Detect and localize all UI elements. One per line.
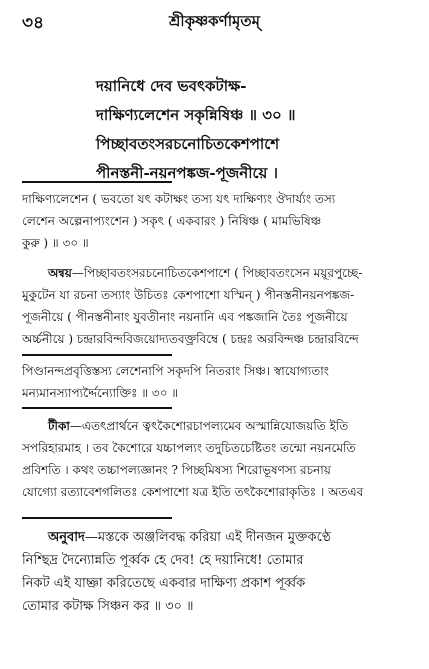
verse-line: পিচ্ছাবতংসরচনোচিতকেশপাশে (96, 135, 280, 153)
anuvad-first-line (22, 526, 414, 549)
text-line: মুকুটেন যা রচনা তস্যাং উচিতঃ কেশপাশো যস্মিন্ ) পীনস্তনীনয়নপঙ্কজ- (22, 288, 355, 302)
section-divider (22, 354, 172, 356)
verse-block (96, 72, 416, 188)
commentary-continuation (22, 360, 414, 404)
tika-label: টীকা (48, 419, 70, 433)
verse-line: দাক্ষিণ্যলেশেন সকৃন্নিষিঞ্চ ॥ ৩০ ॥ (96, 106, 296, 124)
text-line: সপরিহারমাহ । তব কৈশোরে যচ্চাপল্যং তদুচিতচেষ্টিতং তন্মো নয়নমেতি (22, 441, 356, 455)
tika-first-line (22, 415, 414, 437)
text-line: যোগ্যো রত্যাবেশগলিতঃ কেশপাশো যত্র ইতি তৎকৈশোরাকৃতিঃ । অতএব (22, 485, 364, 499)
anvaya-first-text: —পিচ্ছাবতংসরচনোচিতকেশপাশে ( পিচ্ছাবতংসেন ময়ূরপুচ্ছে- (71, 266, 363, 280)
text-line: তোমার কটাক্ষ সিঞ্চন কর ॥ ৩০ ॥ (22, 599, 194, 614)
anuvad-label: অনুবাদ (48, 530, 85, 545)
section-divider (22, 517, 172, 519)
tika-section (22, 415, 414, 503)
anvaya-label: অন্বয় (48, 266, 72, 280)
running-header-title: শ্রীকৃষ্ণকর্ণামৃতম্ (169, 12, 260, 30)
text-line: পূজনীয়ে ( পীনস্তনীনাং যুবতীনাং নয়নানি এব পঙ্কজানি তৈঃ পূজনীয়ে (22, 310, 348, 324)
page-number: ৩৪ (22, 13, 45, 33)
section-divider (22, 181, 172, 183)
commentary-continuation (22, 188, 414, 254)
text-line: প্রবিশতি । কথং তচ্চাপল্যজ্ঞানং ? পিচ্ছমিষস্য শিরোভূষণস্য রচনায় (22, 463, 331, 477)
text-line: নিকট এই যাচ্ঞা করিতেছে একবার দাক্ষিণ্য প্রকাশ পূর্ব্বক (22, 576, 306, 591)
section-divider (22, 407, 172, 409)
text-line: মন্যমানস্যাপ্যর্দ্দৈন্যোক্তিঃ ॥ ৩০ ॥ (22, 386, 179, 400)
anuvad-section (22, 526, 414, 618)
anvaya-section (22, 262, 414, 350)
text-line: নিশ্ছিদ্র দৈন্যোন্নতি পূর্ব্বক হে দেব! হে দয়ানিধে! তোমার (22, 553, 304, 568)
text-line: কুরু ) ॥ ৩০ ॥ (22, 236, 89, 250)
tika-first-text: —এতৎপ্রার্থনে ত্বৎকৈশোরচাপল্যমেব অস্মান্নিযোজয়তি ইতি (69, 419, 349, 433)
anvaya-first-line (22, 262, 414, 284)
text-line: দাক্ষিণ্যলেশেন ( ভবতো যৎ কটাক্ষং তস্য যৎ দাক্ষিণ্যং ঔদার্য্যং তস্য (22, 192, 336, 206)
verse-line: দয়ানিধে দেব ভবৎকটাক্ষ- (96, 77, 247, 95)
anuvad-first-text: —মস্তকে অঞ্জলিবদ্ধ করিয়া এই দীনজন মুক্তকণ্ঠে (84, 530, 331, 545)
text-line: লেশেন অল্পেনাপ্যংশেন ) সকৃৎ ( একবারং ) নিষিঞ্চ ( মামভিষিঞ্চ (22, 214, 322, 228)
text-line: পিণ্ডানন্দপ্রবৃত্তিস্তস্য লেশেনাপি সকৃদপি নিতরাং সিঞ্চ। স্বাযোগ্যতাং (22, 364, 329, 378)
verse-line: পীনস্তনী-নয়নপঙ্কজ-পূজনীয়ে । (96, 164, 278, 182)
text-line: অর্চ্চনীয়ে ) চন্দ্রারবিন্দবিজয়োদ্যতবক্ত্রবিম্বে ( চন্দ্রঃ অরবিন্দঞ্চ চন্দ্রারবিন্দে (22, 332, 359, 346)
